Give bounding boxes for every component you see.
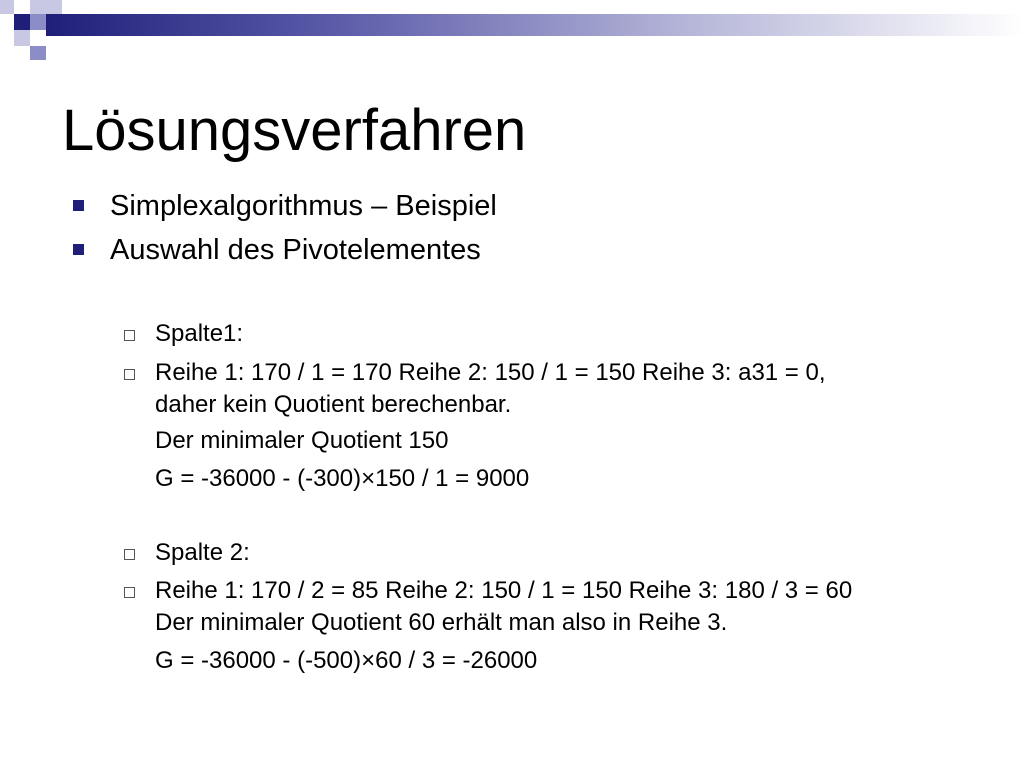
hollow-square-bullet-icon bbox=[124, 549, 135, 560]
header-decoration bbox=[0, 0, 1024, 64]
filled-square-bullet-icon bbox=[73, 200, 84, 211]
deco-square-icon bbox=[30, 46, 46, 60]
deco-square-icon bbox=[30, 14, 46, 30]
column1-quotients: Reihe 1: 170 / 1 = 170 Reihe 2: 150 / 1 = 150 Reihe 3: a31 = 0, bbox=[155, 359, 826, 386]
hollow-square-bullet-icon bbox=[124, 330, 135, 341]
header-gradient-bar bbox=[46, 14, 1024, 36]
hollow-square-bullet-icon bbox=[124, 587, 135, 598]
bullet-pivot-selection: Auswahl des Pivotelementes bbox=[110, 234, 481, 266]
column2-heading: Spalte 2: bbox=[155, 539, 250, 566]
deco-square-icon bbox=[14, 14, 30, 30]
column1-min-quotient: Der minimaler Quotient 150 bbox=[155, 427, 449, 454]
column1-g-formula: G = -36000 - (-300)×150 / 1 = 9000 bbox=[155, 465, 530, 492]
filled-square-bullet-icon bbox=[73, 244, 84, 255]
column1-quotients-cont: daher kein Quotient berechenbar. bbox=[155, 391, 512, 418]
bullet-simplex-example: Simplexalgorithmus – Beispiel bbox=[110, 190, 497, 222]
column1-heading: Spalte1: bbox=[155, 320, 244, 347]
deco-square-icon bbox=[0, 0, 14, 14]
deco-square-icon bbox=[14, 30, 30, 46]
hollow-square-bullet-icon bbox=[124, 369, 135, 380]
slide-title: Lösungsverfahren bbox=[62, 98, 527, 163]
column2-min-quotient: Der minimaler Quotient 60 erhält man also in Reihe 3. bbox=[155, 609, 728, 636]
deco-square-icon bbox=[46, 0, 62, 14]
column2-quotients: Reihe 1: 170 / 2 = 85 Reihe 2: 150 / 1 = 150 Reihe 3: 180 / 3 = 60 bbox=[155, 577, 853, 604]
column2-g-formula: G = -36000 - (-500)×60 / 3 = -26000 bbox=[155, 647, 538, 674]
deco-square-icon bbox=[30, 0, 46, 14]
